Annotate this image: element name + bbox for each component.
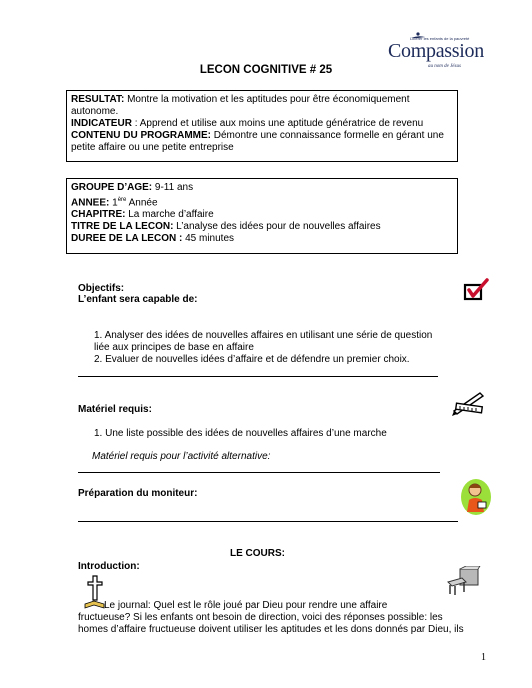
- objectif-item-1: 1. Analyser des idées de nouvelles affaires en utilisant une série de question liée aux principes de base en affaire: [94, 330, 433, 353]
- outcome-box: [66, 90, 458, 162]
- logo-text: Compassion: [388, 40, 484, 62]
- objectifs-divider: [78, 376, 438, 377]
- duree-text: 45 minutes: [182, 233, 235, 245]
- groupe-text: 9-11 ans: [152, 182, 194, 193]
- resultat-label: RESULTAT:: [71, 94, 125, 105]
- annee-number: 1: [109, 197, 118, 209]
- contenu-label: CONTENU DU PROGRAMME:: [71, 130, 211, 141]
- titre-line: [71, 221, 453, 233]
- objectifs-subheading: L’enfant sera capable de:: [78, 294, 198, 305]
- indicateur-label: INDICATEUR: [71, 118, 132, 129]
- page-title: LECON COGNITIVE # 25: [199, 64, 333, 76]
- contenu-text: Démontre une connaissance formelle en gérant une petite affaire ou une petite entreprise: [71, 130, 444, 153]
- titre-label: TITRE DE LA LECON:: [71, 221, 174, 233]
- lesson-info-box: [66, 178, 458, 254]
- resultat-line: [71, 94, 453, 118]
- preparation-heading: Préparation du moniteur:: [78, 488, 198, 499]
- checkbox-icon: [462, 277, 490, 303]
- indicateur-text: : Apprend et utilise aux moins une aptitude génératrice de revenu: [131, 118, 424, 129]
- materiel-heading: Matériel requis:: [78, 404, 152, 415]
- objectifs-heading: Objectifs:: [78, 283, 125, 294]
- groupe-label: GROUPE D’AGE:: [71, 182, 153, 193]
- annee-line: [71, 194, 453, 209]
- intro-line-1: Le journal: Quel est le rôle joué par Dieu pour rendre une affaire: [104, 600, 388, 611]
- duree-line: [71, 233, 453, 245]
- school-desk-icon: [446, 566, 482, 596]
- introduction-heading: Introduction:: [78, 561, 140, 572]
- teacher-icon: [460, 478, 492, 516]
- materiel-divider: [78, 472, 440, 473]
- materiel-alternative: Matériel requis pour l’activité alternative:: [92, 451, 271, 462]
- groupe-line: [71, 182, 453, 194]
- cross-book-icon: [84, 574, 106, 610]
- resultat-text: Montre la motivation et les aptitudes pour être économiquement autonome.: [71, 94, 410, 117]
- annee-superscript: ère: [117, 197, 127, 203]
- pencil-ruler-icon: [450, 389, 486, 417]
- intro-line-3: homes d’affaire fructueuse doivent utiliser les aptitudes et les dons donnés par Dieu, ils: [78, 624, 464, 635]
- chapitre-text: La marche d’affaire: [125, 209, 214, 221]
- materiel-item-1: 1. Une liste possible des idées de nouvelles affaires d’une marche: [94, 428, 387, 439]
- logo-tagline: Libérer les enfants de la pauvreté: [410, 36, 470, 41]
- intro-line-2: fructueuse? Si les enfants ont besoin de direction, voici des réponses possible: les: [78, 612, 443, 623]
- indicateur-line: [71, 118, 453, 130]
- contenu-line: [71, 130, 453, 154]
- chapitre-line: [71, 209, 453, 221]
- cours-heading: LE COURS:: [230, 548, 285, 559]
- chapitre-label: CHAPITRE:: [71, 209, 126, 221]
- logo-subtext: au nom de Jésus: [428, 64, 461, 69]
- annee-text: Année: [126, 197, 158, 209]
- duree-label: DUREE DE LA LECON :: [71, 233, 183, 245]
- page-number: 1: [481, 652, 486, 663]
- preparation-divider: [78, 521, 458, 522]
- titre-text: L’analyse des idées pour de nouvelles affaires: [173, 221, 381, 233]
- objectif-item-2: 2. Evaluer de nouvelles idées d’affaire et de défendre un premier choix.: [94, 354, 410, 365]
- annee-label: ANNEE:: [71, 197, 110, 209]
